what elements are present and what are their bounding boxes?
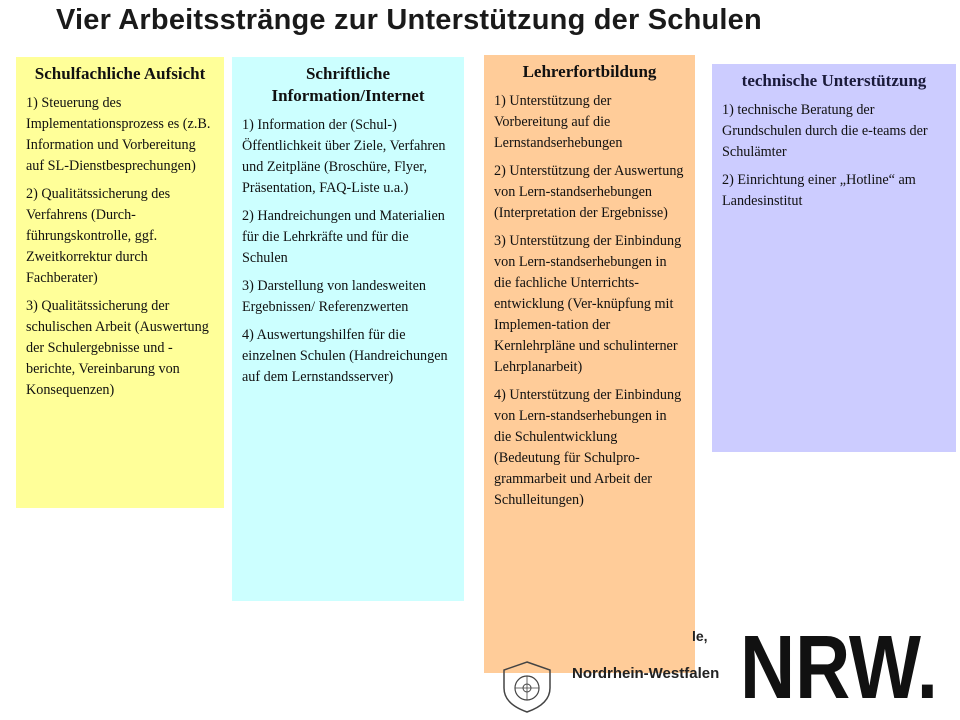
column-technische-unterstuetzung bbox=[712, 64, 956, 452]
list-item: 2) Einrichtung einer „Hotline“ am Landesinstitut bbox=[722, 172, 916, 209]
state-name: Nordrhein-Westfalen bbox=[572, 665, 720, 682]
nrw-logo bbox=[740, 618, 940, 718]
state-seal-icon bbox=[494, 658, 560, 714]
column-lehrerfortbildung bbox=[484, 55, 695, 673]
list-item: 1) Unterstützung der Vorbereitung auf die Lernstandserhebungen bbox=[494, 93, 623, 151]
list-item: 4) Unterstützung der Einbindung von Lern-standserhebungen in die Schulentwicklung (Bedeutung für Schulpro-grammarbeit und Arbeit der Schulleitungen) bbox=[494, 387, 682, 508]
slide-title: Vier Arbeitsstränge zur Unterstützung der Schulen bbox=[56, 4, 762, 36]
list-item: 2) Unterstützung der Auswertung von Lern-standserhebungen (Interpretation der Ergebnisse) bbox=[494, 163, 684, 221]
list-item: 3) Darstellung von landesweiten Ergebnissen/ Referenzwerten bbox=[242, 278, 426, 315]
list-item: 1) Information der (Schul-) Öffentlichkeit über Ziele, Verfahren und Zeitpläne (Broschüre, Flyer, Präsentation, FAQ-Liste u.a.) bbox=[242, 117, 446, 196]
column-heading: Lehrerfortbildung bbox=[522, 62, 657, 81]
list-item: 3) Unterstützung der Einbindung von Lern-standserhebungen in die fachliche Unterrichts-entwicklung (Ver-knüpfung mit Implemen-tation der Kernlehrpläne und schulinterner Lehrplanarbeit) bbox=[494, 233, 682, 375]
footer-text-fragment: le, bbox=[692, 628, 708, 644]
column-schriftliche-information bbox=[232, 57, 464, 601]
column-heading: technische Unterstützung bbox=[741, 71, 927, 90]
column-schulfachliche-aufsicht bbox=[16, 57, 224, 508]
list-item: 1) Steuerung des Implementationsprozess es (z.B. Information und Vorbereitung auf SL-Dienstbesprechungen) bbox=[26, 95, 211, 174]
list-item: 3) Qualitätssicherung der schulischen Arbeit (Auswertung der Schulergebnisse und -berichte, Vereinbarung von Konsequenzen) bbox=[26, 298, 209, 398]
list-item: 1) technische Beratung der Grundschulen durch die e-teams der Schulämter bbox=[722, 102, 928, 160]
list-item: 2) Handreichungen und Materialien für die Lehrkräfte und für die Schulen bbox=[242, 208, 445, 266]
column-heading: Schulfachliche Aufsicht bbox=[34, 64, 206, 83]
list-item: 4) Auswertungshilfen für die einzelnen Schulen (Handreichungen auf dem Lernstandsserver) bbox=[242, 327, 448, 385]
column-heading: Schriftliche Information/Internet bbox=[271, 64, 425, 105]
list-item: 2) Qualitätssicherung des Verfahrens (Durch-führungskontrolle, ggf. Zweitkorrektur durch Fachberater) bbox=[26, 186, 171, 286]
svg-text:NRW.: NRW. bbox=[740, 618, 938, 718]
